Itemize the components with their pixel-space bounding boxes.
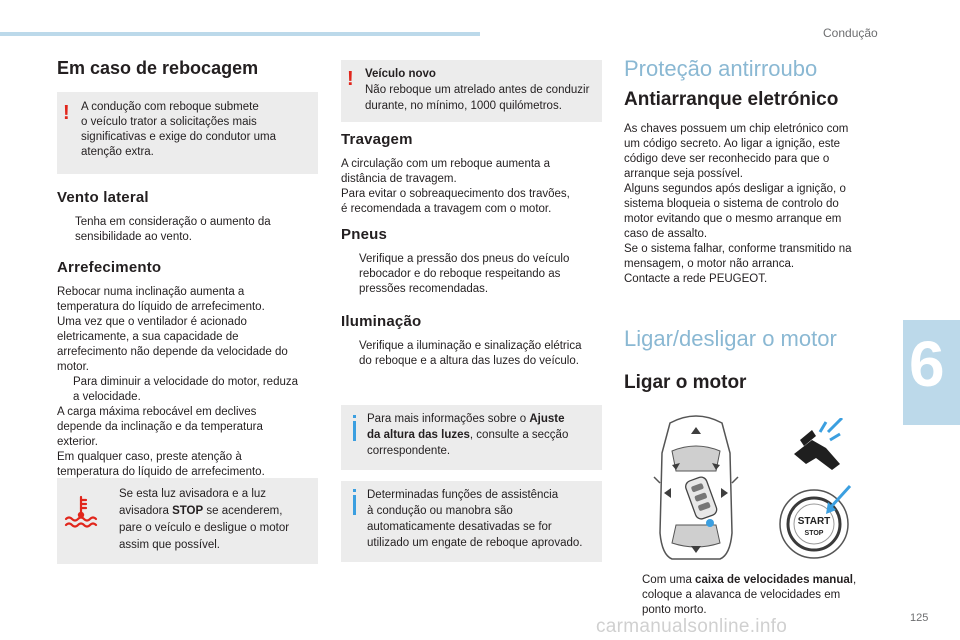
info-assistance-text: Determinadas funções de assistência à condução ou manobra são automaticamente desativadas se for utilizado um engate de reboque aprovado.	[367, 489, 583, 549]
heading-vento-lateral: Vento lateral	[57, 189, 149, 206]
coolant-warning-box	[57, 478, 318, 564]
bullet-icon	[341, 252, 359, 297]
pneus-bullet: Verifique a pressão dos pneus do veículo rebocador e do reboque respeitando as pressões recomendadas.	[341, 252, 603, 297]
heading-pneus: Pneus	[341, 226, 388, 243]
start-stop-button-illustration	[778, 482, 858, 562]
bullet-icon	[57, 375, 73, 405]
heading-protecao-antirroubo: Proteção antirroubo	[624, 56, 818, 81]
heading-travagem: Travagem	[341, 131, 413, 148]
bullet-icon	[341, 339, 359, 369]
antiarranque-text: As chaves possuem um chip eletrónico com um código secreto. Ao ligar a ignição, este código deve ser reconhecido para que o arranque seja possível. Alguns segundos após desligar a ignição, o sistema bloqueia o sistema de controlo do motor evitando que o mesmo arranque em caso de assalto. Se o sistema falhar, conforme transmitido na mensagem, o motor não arranca. Contacte a rede PEUGEOT.	[624, 123, 852, 285]
heading-ligar-desligar: Ligar/desligar o motor	[624, 326, 837, 351]
gearbox-bullet: Com uma caixa de velocidades manual, coloque a alavanca de velocidades em ponto morto.	[624, 573, 886, 618]
heading-iluminacao: Iluminação	[341, 313, 422, 330]
header-bar	[0, 32, 480, 36]
page-number: 125	[910, 612, 929, 624]
new-vehicle-warning-box	[341, 60, 602, 122]
info-box-assistance	[341, 481, 602, 562]
iluminacao-bullet: Verifique a iluminação e sinalização elétrica do reboque e a altura das luzes do veículo.	[341, 339, 603, 369]
travagem-text: A circulação com um reboque aumenta a distância de travagem. Para evitar o sobreaquecimento dos travões, é recomendada a travagem com o motor.	[341, 158, 570, 215]
coolant-temperature-icon	[63, 494, 99, 528]
chapter-tab	[903, 320, 960, 425]
info-icon	[353, 421, 356, 441]
coolant-warning-text: Se esta luz avisadora e a luz avisadora STOP se acenderem, pare o veículo e desligue o motor assim que possível.	[101, 486, 316, 554]
bullet-icon	[101, 486, 119, 554]
chapter-number: 6	[909, 328, 945, 400]
page-title: Em caso de rebocagem	[57, 58, 259, 78]
stop-label: STOP	[804, 530, 824, 537]
heading-ligar-motor: Ligar o motor	[624, 372, 747, 393]
bullet-icon	[57, 215, 75, 245]
heading-arrefecimento: Arrefecimento	[57, 259, 162, 276]
warning-icon: !	[347, 68, 354, 90]
info-box-headlamp	[341, 405, 602, 470]
brake-pedal-icon	[786, 418, 856, 474]
car-top-view-illustration	[650, 413, 742, 563]
warning-text: A condução com reboque submete o veículo trator a solicitações mais significativas e exige do condutor uma atenção extra.	[81, 101, 276, 158]
info-icon	[353, 495, 356, 515]
warning-box-towing	[57, 92, 318, 174]
vento-bullet: Tenha em consideração o aumento da sensibilidade ao vento.	[57, 215, 319, 245]
section-name: Condução	[823, 26, 878, 40]
heading-antiarranque: Antiarranque eletrónico	[624, 89, 839, 110]
start-label: START	[797, 516, 831, 527]
bullet-icon	[624, 573, 642, 618]
new-vehicle-text: Veículo novo Não reboque um atrelado antes de conduzir durante, no mínimo, 1000 quilómetros.	[365, 68, 590, 112]
watermark: carmanualsonline.info	[596, 616, 788, 637]
arrefecimento-text: Rebocar numa inclinação aumenta a temperatura do líquido de arrefecimento. Uma vez que o ventilador é acionado eletricamente, a sua capacidade de arrefecimento não depende da velocidade do motor. Para diminuir a velocidade do motor, reduza a velocidade. A carga máxima rebocável em declives depende da inclinação e da temperatura exterior. Em qualquer caso, preste atenção à temperatura do líquido de arrefecimento.	[57, 286, 299, 478]
info-headlamp-text: Para mais informações sobre o Ajuste da altura das luzes, consulte a secção correspondente.	[367, 413, 569, 457]
warning-icon: !	[63, 102, 70, 124]
